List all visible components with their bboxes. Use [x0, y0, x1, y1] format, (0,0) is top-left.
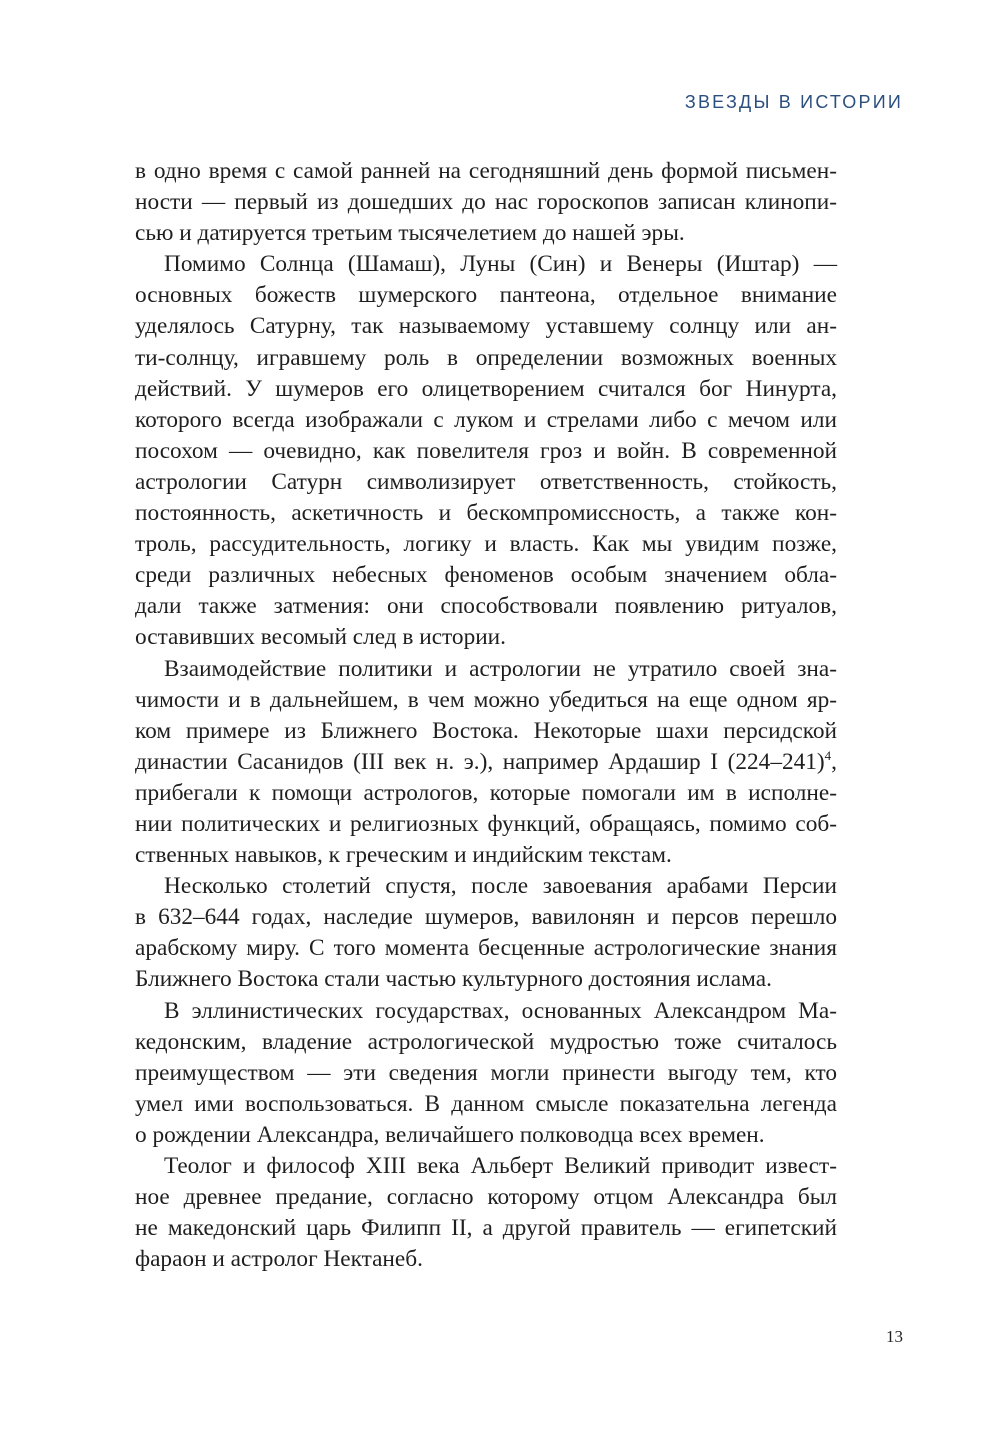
text-line: умел ими воспользоваться. В данном смысле показательна легенда: [135, 1090, 837, 1117]
text-line: ное древнее предание, согласно которому отцом Александра был: [135, 1184, 837, 1211]
text-line: в одно время с самой ранней на сегодняшний день формой письмен-: [135, 158, 837, 184]
text-line: сью и датируется третьим тысячелетием до нашей эры.: [135, 220, 685, 247]
text-line: нии политических и религиозных функций, обращаясь, помимо соб-: [135, 810, 837, 837]
text-line: Теолог и философ XIII века Альберт Великий приводит извест-: [164, 1153, 837, 1179]
text-line: астрологии Сатурн символизирует ответственность, стойкость,: [135, 468, 837, 495]
text-line: преимуществом — эти сведения могли принести выгоду тем, кто: [135, 1059, 837, 1086]
text-line: Взаимодействие политики и астрологии не утратило своей зна-: [164, 655, 837, 682]
text-line: посохом — очевидно, как повелителя гроз и войн. В современной: [135, 437, 837, 464]
text-line: ности — первый из дошедших до нас гороскопов записан клинопи-: [135, 189, 837, 216]
text-line: В эллинистических государствах, основанных Александром Ма-: [164, 997, 837, 1024]
text-line: фараон и астролог Нектанеб.: [135, 1246, 423, 1273]
paragraph: [135, 654, 837, 872]
text-line: действий. У шумеров его олицетворением считался бог Нинурта,: [135, 375, 837, 402]
running-head: ЗВЕЗДЫ В ИСТОРИИ: [684, 92, 903, 112]
text-line: ти-солнцу, игравшему роль в определении возможных военных: [135, 344, 837, 371]
text-line: Помимо Солнца (Шамаш), Луны (Син) и Венеры (Иштар) —: [164, 251, 837, 278]
text-fragment: ,: [831, 748, 837, 775]
footnote-marker: 4: [824, 747, 832, 763]
text-line: среди различных небесных феноменов особым значением обла-: [135, 562, 837, 589]
text-line: прибегали к помощи астрологов, которые помогали им в исполне-: [135, 779, 837, 806]
text-line: которого всегда изображали с луком и стрелами либо с мечом или: [135, 406, 837, 433]
text-line: основных божеств шумерского пантеона, отдельное внимание: [135, 282, 837, 309]
text-line: ственных навыков, к греческим и индийским текстам.: [135, 842, 672, 869]
text-line: Несколько столетий спустя, после завоевания арабами Персии: [164, 873, 837, 900]
text-line: дали также затмения: они способствовали появлению ритуалов,: [135, 593, 837, 620]
paragraph: [135, 156, 837, 249]
text-line: не македонский царь Филипп II, а другой правитель — египетский: [135, 1215, 837, 1242]
text-line: оставивших весомый след в истории.: [135, 624, 506, 651]
text-line: в 632–644 годах, наследие шумеров, вавилонян и персов перешло: [135, 904, 837, 931]
text-line: кедонским, владение астрологической мудростью тоже считалось: [135, 1028, 837, 1055]
paragraph: [135, 249, 837, 653]
text-line: троль, рассудительность, логику и власть. Как мы увидим позже,: [135, 531, 837, 558]
text-body: [135, 156, 837, 1275]
text-line: постоянность, аскетичность и бескомпромиссность, а также кон-: [135, 500, 837, 527]
text-line: арабскому миру. С того момента бесценные астрологические знания: [135, 935, 837, 962]
paragraph: [135, 871, 837, 995]
text-line-with-footnote: [135, 747, 837, 778]
paragraph: [135, 1151, 837, 1275]
page-number: 13: [886, 1327, 903, 1346]
text-line: Ближнего Востока стали частью культурного достояния ислама.: [135, 966, 772, 993]
text-line: чимости и в дальнейшем, в чем можно убедиться на еще одном яр-: [135, 686, 837, 713]
text-line: уделялось Сатурну, так называемому уставшему солнцу или ан-: [135, 313, 837, 340]
text-line: о рождении Александра, величайшего полководца всех времен.: [135, 1121, 765, 1148]
text-fragment: династии Сасанидов (III век н. э.), например Ардашир I (224–241): [135, 748, 825, 775]
paragraph: [135, 996, 837, 1151]
text-line: ком примере из Ближнего Востока. Некоторые шахи персидской: [135, 717, 837, 744]
